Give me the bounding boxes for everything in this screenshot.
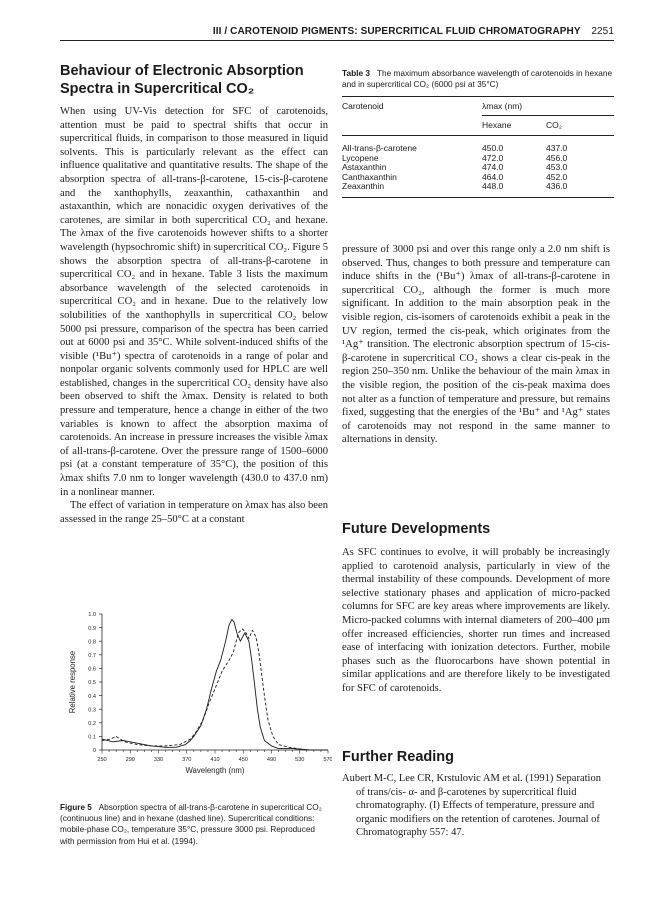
y-tick-label: 0.6	[88, 666, 96, 673]
y-tick-label: 0	[92, 748, 96, 755]
page-number: 2251	[591, 26, 614, 37]
reference-list	[342, 772, 612, 840]
x-tick-label: 410	[210, 757, 220, 763]
absorption-spectra-chart	[60, 606, 332, 782]
table-row	[342, 144, 614, 154]
table-cell-carotenoid: Zeaxanthin	[342, 181, 385, 192]
paragraph-future: As SFC continues to evolve, it will probably be increasingly applied to carotenoid analysis, particularly in view of the thermal instability of these compounds. Development of more selective stationary phases and application of micro-packed columns for SFC are key areas where improvements are likely. Micro-packed columns with internal diameters of 200–400 μm offer increased efficiencies, shorter run times and increased ease of interfacing with ionization detectors. Further, mobile phases such as the fluorocarbons have shown potential in similar applications and are therefore likely to be investigated for SFC of carotenoids.	[342, 547, 610, 694]
table-caption-text: The maximum absorbance wavelength of carotenoids in hexane and in supercritical CO₂ (6000 psi at 35°C)	[342, 68, 613, 89]
y-tick-label: 0.8	[88, 639, 96, 646]
y-tick-label: 0.7	[88, 653, 96, 659]
table-cell-carotenoid: Lycopene	[342, 152, 379, 163]
table-cell-hexane: 464.0	[482, 171, 504, 182]
paragraph-continued: pressure of 3000 psi and over this range only a 2.0 nm shift is observed. Thus, changes to both pressure and temperature can induce shifts in the (¹Bu⁺) λmax of all-trans-β-carotene in supercritical CO₂, although the former is much more significant. In addition to the main absorption peak in the visible region, cis-isomers of carotenoids exhibit a peak in the UV region, termed the cis-peak, which originates from the ¹Ag⁺ transition. The electronic absorption spectrum of 15-cis-β-carotene in supercritical CO₂ shows a clear cis-peak in the region 250–350 nm. Unlike the behaviour of the main λmax in the visible region, the position of the cis-peak maxima does not alter as a function of temperature and pressure, but remains fixed, suggesting that the energies of the ¹Bu⁺ and ¹Ag⁺ states of carotenoids may not respond in the same manner to alternations in density.	[342, 244, 610, 446]
table-header-hexane: Hexane	[482, 120, 512, 130]
x-tick-label: 290	[125, 757, 135, 763]
section-heading-further-reading: Further Reading	[342, 749, 454, 765]
y-axis-label: Relative response	[68, 650, 77, 714]
series-co2-line	[102, 619, 328, 750]
figure-caption-label: Figure 5	[60, 803, 92, 812]
table-cell-co2: 453.0	[546, 162, 568, 173]
table-caption	[342, 68, 614, 90]
y-tick-label: 1.0	[88, 612, 96, 619]
y-tick-label: 0.5	[88, 680, 96, 687]
table-cell-hexane: 450.0	[482, 143, 504, 153]
running-head-title: III / CAROTENOID PIGMENTS: SUPERCRITICAL FLUID CHROMATOGRAPHY	[212, 26, 581, 37]
x-tick-label: 490	[266, 757, 277, 763]
paragraph-absorption-2: The effect of variation in temperature on λmax has also been assessed in the range 25–50°C at a constant	[60, 500, 328, 525]
series-hexane-line	[102, 629, 328, 750]
running-head	[60, 26, 614, 41]
y-tick-label: 0.2	[88, 721, 96, 727]
table-header-lambda: λmax (nm)	[482, 101, 523, 111]
table-header-row-1	[342, 97, 614, 115]
figure-caption-text: Absorption spectra of all-trans-β-carotene in supercritical CO₂ (continuous line) and in hexane (dashed line). Supercritical conditions: mobile-phase CO₂, temperature 35°C, pressure 3000 psi. Reproduced with permission from Hui et al. (1994).	[60, 803, 322, 846]
x-tick-label: 250	[97, 757, 107, 763]
table-cell-carotenoid: Canthaxanthin	[342, 171, 397, 182]
table-cell-hexane: 474.0	[482, 162, 504, 173]
left-column	[60, 62, 328, 526]
table-cell-co2: 452.0	[546, 171, 568, 182]
future-section	[342, 546, 610, 696]
table-row	[342, 182, 614, 192]
paragraph-absorption-1: When using UV-Vis detection for SFC of carotenoids, attention must be paid to spectral shifts that occur in supercritical fluids, in comparison to those measured in liquid solvents. This is particularly relevant as the effect can influence qualitative and quantitative results. The shape of the absorption spectra of all-trans-β-carotene, 15-cis-β-carotene and the xanthophylls, zeaxanthin, cathaxanthin and astaxanthin, which are nonacidic oxygen derivatives of the carotenes, are similar in both supercritical CO₂ and hexane. The λmax of the five carotenoids however shifts to a shorter wavelength (hypsochromic shift) in supercritical CO₂. Figure 5 shows the absorption spectra of all-trans-β-carotene in supercritical CO₂ and in hexane. Table 3 lists the maximum absorbance wavelength of the selected carotenoids in supercritical CO₂ and in hexane. Due to the relatively low solubilities of the xanthophylls in supercritical CO₂ below 5000 psi pressure, comparison of the spectra has been carried out at 6000 psi and 35°C. While solvent-induced shifts of the visible (¹Bu⁺) spectra of carotenoids in a range of polar and nonpolar organic solvents commonly used for HPLC are well established, changes in the supercritical CO₂ density have also been observed to shift the λmax. Density is related to both pressure and temperature, hence a change in either of the two variables is known to affect the absorption maxima of carotenoids. An increase in pressure increases the visible λmax of all-trans-β-carotene. Over the pressure range of 1500–6000 psi (at a constant temperature of 35°C), the position of this λmax shifts 7.0 nm to longer wavelength (430.0 to 437.0 nm) in a nonlinear manner.	[60, 106, 328, 498]
table-body	[342, 136, 614, 197]
right-column-text	[342, 243, 610, 447]
x-tick-label: 530	[295, 757, 305, 763]
y-tick-label: 0.9	[88, 625, 96, 632]
section-heading-absorption: Behaviour of Electronic Absorption Spectra in Supercritical CO₂	[60, 63, 304, 97]
table-cell-hexane: 448.0	[482, 181, 504, 192]
table-cell-co2: 436.0	[546, 181, 568, 192]
table-caption-label: Table 3	[342, 68, 370, 78]
y-tick-label: 0.1	[88, 734, 96, 741]
figure-5	[60, 606, 332, 782]
table-3	[342, 68, 614, 198]
table-cell-carotenoid: All-trans-β-carotene	[342, 143, 417, 153]
table-header-co2: CO₂	[546, 120, 563, 130]
table-cell-carotenoid: Astaxanthin	[342, 162, 387, 173]
x-tick-label: 450	[238, 757, 248, 763]
figure-caption	[60, 802, 330, 847]
table-header-carotenoid: Carotenoid	[342, 101, 384, 111]
x-tick-label: 370	[182, 757, 192, 763]
table-cell-hexane: 472.0	[482, 152, 504, 163]
x-axis-label: Wavelength (nm)	[185, 766, 245, 775]
x-tick-label: 570	[323, 757, 332, 763]
section-heading-future: Future Developments	[342, 521, 491, 537]
x-tick-label: 330	[153, 757, 164, 763]
reference-entry: Aubert M-C, Lee CR, Krstulovic AM et al. (1991) Separation of trans/cis- α- and β-carotenes by supercritical fluid chromatography. (I) Effects of temperature, pressure and organic modifiers on the retention of carotenes. Journal of Chromatography 557: 47.	[342, 773, 601, 839]
y-tick-label: 0.3	[88, 707, 96, 714]
table-cell-co2: 437.0	[546, 143, 568, 153]
table-header-row-2	[342, 116, 614, 135]
y-tick-label: 0.4	[88, 693, 96, 700]
table-cell-co2: 456.0	[546, 152, 568, 163]
